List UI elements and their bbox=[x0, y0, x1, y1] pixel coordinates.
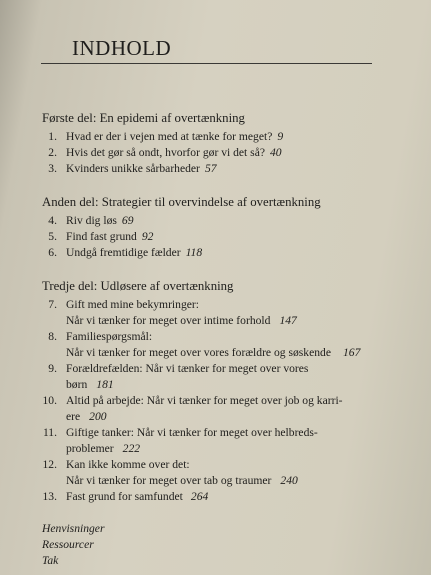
entry-number: 12. bbox=[42, 458, 57, 471]
entry-page: 222 bbox=[122, 442, 141, 455]
entry-title: Gift med mine bekymringer: bbox=[66, 298, 199, 311]
entry-page: 57 bbox=[204, 162, 217, 175]
entry-title: Find fast grund bbox=[66, 230, 137, 243]
entry-title: Kvinders unikke sårbarheder bbox=[66, 162, 200, 175]
entry-title: Riv dig løs bbox=[66, 214, 117, 227]
backmatter-item: Henvisninger bbox=[42, 522, 105, 535]
entry-title: Når vi tænker for meget over tab og traumer bbox=[66, 474, 272, 487]
entry-page: 147 bbox=[279, 314, 297, 327]
entry-number: 9. bbox=[48, 362, 57, 375]
entry-title: Når vi tænker for meget over intime forhold bbox=[66, 314, 271, 327]
entry-page: 92 bbox=[141, 230, 154, 243]
entry-page: 118 bbox=[185, 246, 203, 259]
backmatter-item: Tak bbox=[42, 554, 59, 567]
entry-title: Familiespørgsmål: bbox=[66, 330, 153, 343]
entry-title: Fast grund for samfundet bbox=[66, 490, 183, 503]
entry-title: problemer bbox=[66, 442, 114, 455]
entry-page: 200 bbox=[89, 410, 107, 423]
entry-title: Undgå fremtidige fælder bbox=[66, 246, 181, 259]
title-divider bbox=[41, 63, 372, 64]
part-title: Første del: En epidemi af overtænkning bbox=[42, 111, 245, 125]
entry-number: 5. bbox=[48, 230, 57, 243]
entry-number: 4. bbox=[48, 214, 57, 227]
entry-number: 10. bbox=[42, 394, 57, 407]
entry-title: Giftige tanker: Når vi tænker for meget over helbreds- bbox=[66, 426, 318, 439]
entry-title: ere bbox=[66, 410, 81, 423]
entry-page: 40 bbox=[270, 146, 282, 159]
part-title: Tredje del: Udløsere af overtænkning bbox=[42, 279, 234, 293]
entry-number: 3. bbox=[48, 162, 57, 175]
entry-page: 167 bbox=[342, 346, 361, 359]
part-title: Anden del: Strategier til overvindelse af overtænkning bbox=[42, 195, 321, 209]
entry-title: Hvis det gør så ondt, hvorfor gør vi det så? bbox=[66, 146, 265, 159]
entry-title: Kan ikke komme over det: bbox=[66, 458, 190, 471]
entry-title: Når vi tænker for meget over vores forældre og søskende bbox=[66, 346, 331, 359]
entry-number: 11. bbox=[42, 426, 57, 439]
entry-title: børn bbox=[66, 378, 88, 391]
backmatter-item: Ressourcer bbox=[42, 538, 94, 551]
entry-page: 9 bbox=[277, 130, 284, 143]
entry-page: 240 bbox=[280, 474, 298, 487]
entry-title: Hvad er der i vejen med at tænke for meget? bbox=[66, 130, 273, 143]
entry-title: Altid på arbejde: Når vi tænker for meget over job og karri- bbox=[66, 394, 343, 407]
entry-number: 13. bbox=[42, 490, 57, 503]
entry-title: Forældrefælden: Når vi tænker for meget over vores bbox=[66, 362, 309, 375]
entry-page: 69 bbox=[121, 214, 134, 227]
entry-number: 2. bbox=[48, 146, 57, 159]
entry-page: 264 bbox=[190, 490, 209, 503]
entry-number: 6. bbox=[48, 246, 57, 259]
page-title: INDHOLD bbox=[72, 36, 172, 60]
entry-number: 1. bbox=[48, 130, 57, 143]
entry-page: 181 bbox=[96, 378, 114, 391]
entry-number: 8. bbox=[48, 330, 57, 343]
entry-number: 7. bbox=[48, 298, 57, 311]
